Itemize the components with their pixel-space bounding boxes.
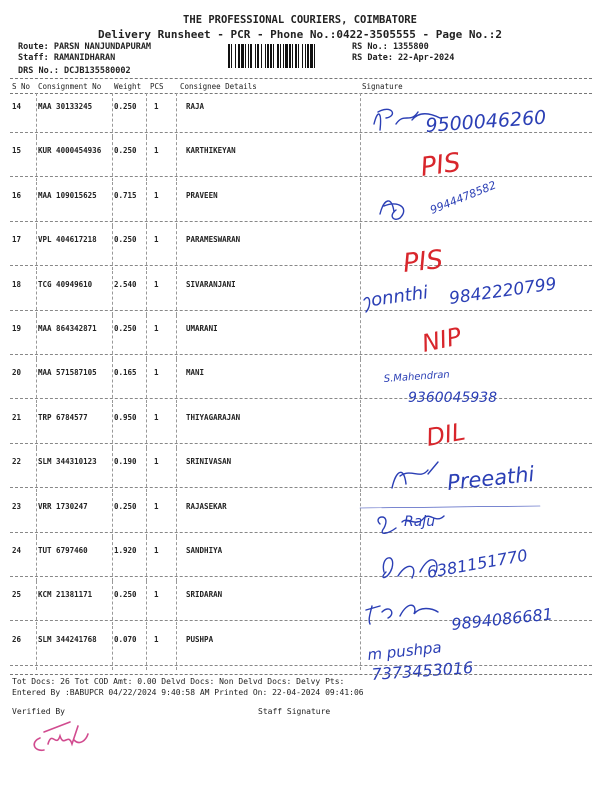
column-divider [112, 182, 113, 226]
table-row [0, 235, 600, 279]
barcode-bar [261, 44, 262, 68]
column-divider [36, 493, 37, 537]
sno-cell: 18 [12, 279, 22, 289]
column-divider [360, 137, 361, 181]
barcode-bar [250, 44, 252, 68]
column-divider [146, 537, 147, 581]
column-divider [360, 493, 361, 537]
barcode-bar [280, 44, 281, 68]
staff-signature-label: Staff Signature [258, 707, 331, 716]
pcs-cell: 1 [154, 102, 159, 111]
row-rule [10, 176, 592, 177]
table-row [0, 280, 600, 324]
row-rule [10, 487, 592, 488]
phone-row26: 7373453016 [370, 657, 474, 684]
column-divider [112, 359, 113, 403]
sno-cell: 24 [12, 546, 22, 555]
phone-row18: 9842220799 [447, 274, 558, 309]
column-divider [360, 537, 361, 581]
consignment-cell: MAA 864342871 [38, 324, 97, 333]
consignee-cell: KARTHIKEYAN [186, 146, 236, 156]
barcode-bar [231, 44, 232, 68]
sno-cell: 14 [12, 102, 22, 111]
col-weight: Weight [114, 82, 142, 91]
barcode-bar [277, 44, 279, 68]
column-divider [36, 182, 37, 226]
column-divider [360, 226, 361, 270]
consignee-cell: RAJASEKAR [186, 501, 227, 511]
weight-cell: 0.250 [114, 590, 137, 600]
barcode-bar [283, 44, 284, 68]
barcode-bar [270, 44, 272, 68]
sno-cell: 16 [12, 190, 22, 200]
column-divider [176, 493, 177, 537]
entered-line: Entered By :BABUPCR 04/22/2024 9:40:58 AM Printed On: 22-04-2024 09:41:06 [12, 688, 364, 697]
column-divider [112, 537, 113, 581]
row-rule [10, 265, 592, 266]
column-divider [112, 315, 113, 359]
route-label: Route: PARSN NANJUNDAPURAM [18, 42, 152, 52]
header-rule-bottom [10, 93, 592, 94]
mark-row19: NIP [419, 322, 464, 358]
column-divider [112, 137, 113, 181]
column-divider [360, 315, 361, 359]
column-divider [112, 226, 113, 270]
column-divider [360, 182, 361, 226]
pcs-cell: 1 [154, 146, 159, 156]
col-sno: S No [12, 82, 31, 91]
column-divider [360, 93, 361, 137]
consignee-cell: THIYAGARAJAN [186, 412, 241, 422]
consignment-cell: TRP 6784577 [38, 412, 88, 422]
consignee-cell: UMARANI [186, 324, 218, 333]
pcs-cell: 1 [154, 279, 159, 289]
column-divider [176, 448, 177, 492]
column-divider [176, 137, 177, 181]
column-divider [360, 581, 361, 625]
weight-cell: 0.070 [114, 634, 137, 644]
column-divider [36, 537, 37, 581]
pcs-cell: 1 [154, 368, 159, 378]
mark-row17: PIS [401, 244, 445, 279]
consignment-cell: KCM 21381171 [38, 590, 93, 600]
column-divider [36, 359, 37, 403]
pcs-cell: 1 [154, 412, 159, 422]
sno-cell: 17 [12, 235, 22, 245]
col-consignee: Consignee Details [180, 82, 257, 91]
column-divider [36, 448, 37, 492]
company-title: THE PROFESSIONAL COURIERS, COIMBATORE [183, 14, 417, 26]
consignment-cell: MAA 109015625 [38, 190, 97, 200]
sno-cell: 22 [12, 457, 22, 467]
table-row [0, 590, 600, 634]
pcs-cell: 1 [154, 501, 159, 511]
sno-cell: 23 [12, 501, 22, 511]
sno-cell: 20 [12, 368, 22, 378]
column-divider [36, 315, 37, 359]
barcode-bar [235, 44, 236, 68]
phone-row20: 9360045938 [408, 390, 498, 406]
runsheet-subtitle: Delivery Runsheet - PCR - Phone No.:0422-3505555 - Page No.:2 [98, 28, 502, 41]
row-rule [10, 398, 592, 399]
pcs-cell: 1 [154, 324, 159, 333]
barcode-bar [228, 44, 230, 68]
sno-cell: 19 [12, 324, 22, 333]
name-row22: Preeathi [446, 461, 536, 495]
consignment-cell: TUT 6797460 [38, 546, 88, 555]
column-divider [112, 581, 113, 625]
col-consignment: Consignment No [38, 82, 102, 91]
column-divider [360, 359, 361, 403]
sno-cell: 25 [12, 590, 22, 600]
table-row [0, 368, 600, 412]
pcs-cell: 1 [154, 190, 159, 200]
sno-cell: 21 [12, 412, 22, 422]
row-rule [10, 620, 592, 621]
totals-line: Tot Docs: 26 Tot COD Amt: 0.00 Delvd Docs: Non Delvd Docs: Delvy Pts: [12, 677, 345, 686]
column-divider [36, 581, 37, 625]
barcode-bar [289, 44, 291, 68]
column-divider [176, 537, 177, 581]
barcode-bar [305, 44, 306, 68]
footer-rule [10, 674, 592, 675]
pcs-cell: 1 [154, 235, 159, 245]
sno-cell: 26 [12, 634, 22, 644]
pcs-cell: 1 [154, 457, 159, 467]
barcode-bar [310, 44, 313, 68]
row-rule [10, 665, 592, 666]
phone-row14: 9500046260 [424, 106, 547, 137]
column-divider [360, 626, 361, 670]
sno-cell: 15 [12, 146, 22, 156]
consignment-cell: MAA 30133245 [38, 102, 93, 111]
column-divider [146, 404, 147, 448]
table-row [0, 324, 600, 368]
consignment-cell: KUR 4000454936 [38, 146, 102, 156]
weight-cell: 1.920 [114, 546, 137, 555]
pcs-cell: 1 [154, 634, 159, 644]
mark-row21: DIL [424, 417, 468, 452]
consignee-cell: SRIDARAN [186, 590, 223, 600]
verifier-signature [34, 722, 88, 750]
barcode-bar [241, 44, 244, 68]
barcode-bar [273, 44, 274, 68]
column-divider [36, 404, 37, 448]
phone-row24: 6381151770 [425, 545, 529, 582]
name-row26: m pushpa [366, 638, 443, 664]
column-divider [146, 581, 147, 625]
barcode-bar [298, 44, 299, 68]
column-divider [360, 448, 361, 492]
column-divider [146, 182, 147, 226]
name-row20: S.Mahendran [383, 369, 451, 385]
column-divider [176, 581, 177, 625]
weight-cell: 2.540 [114, 279, 137, 289]
column-divider [146, 493, 147, 537]
consignee-cell: PUSHPA [186, 634, 214, 644]
column-divider [176, 93, 177, 137]
barcode-bar [314, 44, 315, 68]
column-divider [146, 315, 147, 359]
table-row [0, 102, 600, 146]
column-divider [112, 404, 113, 448]
table-row [0, 635, 600, 679]
column-divider [176, 182, 177, 226]
barcode-bar [307, 44, 309, 68]
rs-date: RS Date: 22-Apr-2024 [352, 53, 455, 63]
barcode-bar [267, 44, 269, 68]
barcode-bar [257, 44, 259, 68]
col-pcs: PCS [150, 82, 164, 91]
name-row18: onnthi [369, 282, 430, 311]
barcode-bar [292, 44, 293, 68]
weight-cell: 0.250 [114, 235, 137, 245]
barcode-bar [245, 44, 246, 68]
column-divider [112, 93, 113, 137]
phone-row16: 9944478582 [428, 178, 499, 217]
consignee-cell: SRINIVASAN [186, 457, 232, 467]
consignment-cell: SLM 344310123 [38, 457, 97, 467]
column-divider [112, 271, 113, 315]
consignee-cell: PRAVEEN [186, 190, 218, 200]
column-divider [146, 626, 147, 670]
column-divider [36, 271, 37, 315]
barcode-bar [295, 44, 297, 68]
column-divider [112, 626, 113, 670]
column-divider [36, 137, 37, 181]
pcs-cell: 1 [154, 590, 159, 600]
weight-cell: 0.250 [114, 324, 137, 333]
consignee-cell: SIVARANJANI [186, 279, 236, 289]
phone-row25: 9894086681 [450, 604, 554, 634]
column-divider [146, 271, 147, 315]
column-divider [176, 626, 177, 670]
column-divider [360, 404, 361, 448]
column-divider [146, 448, 147, 492]
column-divider [36, 226, 37, 270]
row-rule [10, 221, 592, 222]
column-divider [176, 271, 177, 315]
column-divider [176, 226, 177, 270]
column-divider [112, 448, 113, 492]
weight-cell: 0.250 [114, 102, 137, 111]
row-rule [10, 532, 592, 533]
table-row [0, 546, 600, 590]
weight-cell: 0.190 [114, 457, 137, 467]
row-rule [10, 354, 592, 355]
pcs-cell: 1 [154, 546, 159, 555]
column-divider [36, 93, 37, 137]
consignment-cell: TCG 40949610 [38, 279, 93, 289]
consignee-cell: MANI [186, 368, 205, 378]
barcode-bar [248, 44, 249, 68]
barcode-bar [255, 44, 256, 68]
weight-cell: 0.250 [114, 501, 137, 511]
row-rule [10, 443, 592, 444]
consignee-cell: RAJA [186, 102, 205, 111]
verified-by-label: Verified By [12, 707, 65, 716]
weight-cell: 0.950 [114, 412, 137, 422]
col-signature: Signature [362, 82, 403, 91]
column-divider [176, 359, 177, 403]
table-row [0, 457, 600, 501]
row-rule [10, 132, 592, 133]
consignment-cell: VPL 404617218 [38, 235, 97, 245]
barcode-bar [238, 44, 240, 68]
barcode-bar [302, 44, 303, 68]
consignment-cell: MAA 571587105 [38, 368, 97, 378]
weight-cell: 0.715 [114, 190, 137, 200]
barcode-bar [285, 44, 288, 68]
consignment-cell: VRR 1730247 [38, 501, 88, 511]
consignee-cell: PARAMESWARAN [186, 235, 241, 245]
column-divider [146, 137, 147, 181]
consignee-cell: SANDHIYA [186, 546, 223, 555]
table-row [0, 413, 600, 457]
table-row [0, 191, 600, 235]
column-divider [360, 271, 361, 315]
column-divider [146, 93, 147, 137]
column-divider [176, 404, 177, 448]
column-divider [112, 493, 113, 537]
drs-number: DRS No.: DCJB135580002 [18, 66, 131, 76]
mark-row15: PIS [418, 147, 463, 183]
consignment-cell: SLM 344241768 [38, 634, 97, 644]
column-divider [176, 315, 177, 359]
header-rule-top [10, 78, 592, 79]
table-row [0, 502, 600, 546]
row-rule [10, 576, 592, 577]
column-divider [36, 626, 37, 670]
column-divider [146, 359, 147, 403]
barcode-bar [265, 44, 266, 68]
weight-cell: 0.250 [114, 146, 137, 156]
weight-cell: 0.165 [114, 368, 137, 378]
table-row [0, 146, 600, 190]
barcode [228, 44, 340, 68]
rs-number: RS No.: 1355800 [352, 42, 429, 52]
column-divider [146, 226, 147, 270]
row-rule [10, 310, 592, 311]
staff-label: Staff: RAMANIDHARAN [18, 53, 116, 63]
name-row23: Raju [404, 514, 436, 530]
